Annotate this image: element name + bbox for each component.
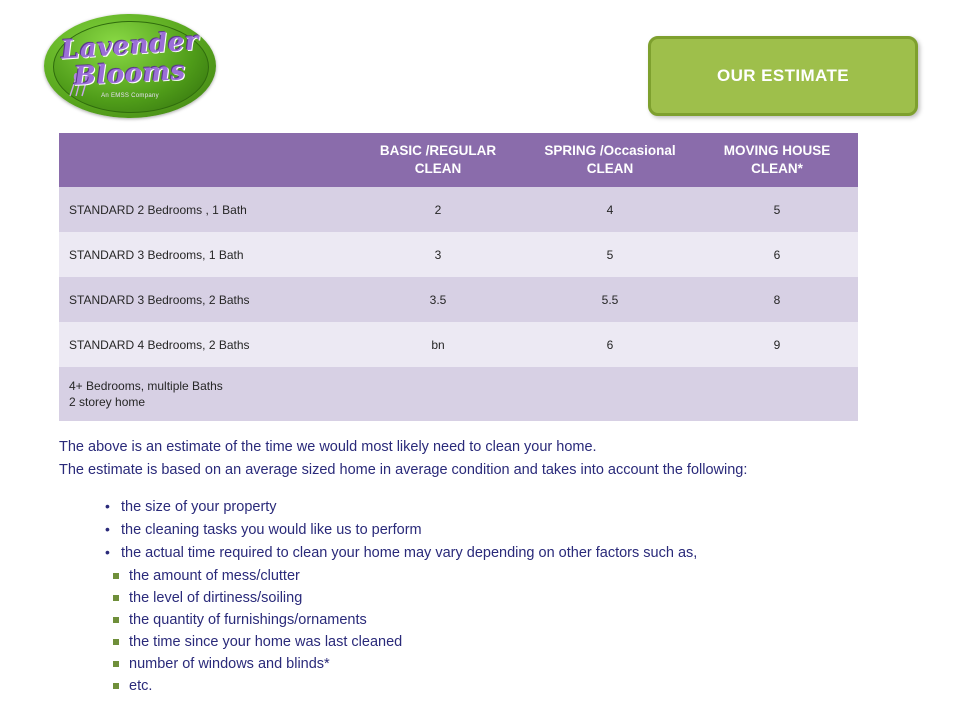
company-logo — [44, 14, 216, 118]
logo-text — [44, 14, 216, 118]
cell-moving-house: 5 — [696, 187, 858, 232]
cell-spring-occasional: 6 — [524, 322, 696, 367]
row-label: STANDARD 2 Bedrooms , 1 Bath — [59, 187, 352, 232]
list-item: the level of dirtiness/soiling — [113, 588, 919, 609]
primary-bullet-list — [59, 497, 919, 564]
cell-basic-regular: 2 — [352, 187, 524, 232]
table-header-row — [59, 133, 858, 187]
paragraph-2: The estimate is based on an average sized home in average condition and takes into account the following: — [59, 462, 748, 479]
list-item: etc. — [113, 676, 919, 697]
table-row — [59, 187, 858, 232]
secondary-bullet-list — [59, 566, 919, 697]
table-row — [59, 367, 858, 421]
cell-moving-house — [696, 367, 858, 421]
table-row — [59, 322, 858, 367]
list-item: the time since your home was last cleaned — [113, 632, 919, 653]
list-item: the quantity of furnishings/ornaments — [113, 610, 919, 631]
table-header-spring-occasional-clean — [524, 133, 696, 187]
cell-moving-house: 6 — [696, 232, 858, 277]
row-label: STANDARD 3 Bedrooms, 2 Baths — [59, 277, 352, 322]
list-item: • the size of your property — [105, 497, 919, 518]
list-item: the amount of mess/clutter — [113, 566, 919, 587]
explanatory-text — [59, 437, 919, 698]
cell-basic-regular: 3 — [352, 232, 524, 277]
cell-moving-house: 8 — [696, 277, 858, 322]
header-line-1: BASIC /REGULAR — [379, 142, 497, 158]
table-header-basic-regular-clean — [352, 133, 524, 187]
table-header-moving-house-clean — [696, 133, 858, 187]
header-line-2: CLEAN — [586, 161, 634, 176]
cell-spring-occasional — [524, 367, 696, 421]
row-label-line-2: 2 storey home — [69, 395, 146, 409]
header-line-1: SPRING /Occasional — [544, 142, 676, 158]
logo-line-1: Lavender — [60, 26, 200, 66]
header-line-1: MOVING HOUSE — [723, 142, 831, 158]
row-label: STANDARD 3 Bedrooms, 1 Bath — [59, 232, 352, 277]
page-title: OUR ESTIMATE — [717, 66, 849, 85]
page-title-banner — [648, 36, 918, 116]
cell-basic-regular: bn — [352, 322, 524, 367]
table-header-corner — [59, 133, 352, 187]
header-line-2: CLEAN — [414, 161, 462, 176]
paragraph-1: The above is an estimate of the time we would most likely need to clean your home. — [59, 439, 597, 455]
row-label: STANDARD 4 Bedrooms, 2 Baths — [59, 322, 352, 367]
list-item: • the actual time required to clean your home may vary depending on other factors such as, — [105, 543, 919, 564]
cell-spring-occasional: 5 — [524, 232, 696, 277]
estimate-table — [59, 133, 858, 421]
logo-line-2: Blooms — [73, 56, 187, 92]
table-row — [59, 232, 858, 277]
cell-basic-regular: 3.5 — [352, 277, 524, 322]
cell-spring-occasional: 5.5 — [524, 277, 696, 322]
cell-basic-regular — [352, 367, 524, 421]
table-row — [59, 277, 858, 322]
row-label — [59, 367, 352, 421]
cell-spring-occasional: 4 — [524, 187, 696, 232]
row-label-line-1: 4+ Bedrooms, multiple Baths — [69, 378, 223, 393]
cell-moving-house: 9 — [696, 322, 858, 367]
logo-subtitle: An EMSS Company — [101, 93, 159, 99]
list-item: number of windows and blinds* — [113, 654, 919, 675]
list-item: • the cleaning tasks you would like us to perform — [105, 520, 919, 541]
header-line-2: CLEAN* — [751, 161, 803, 176]
